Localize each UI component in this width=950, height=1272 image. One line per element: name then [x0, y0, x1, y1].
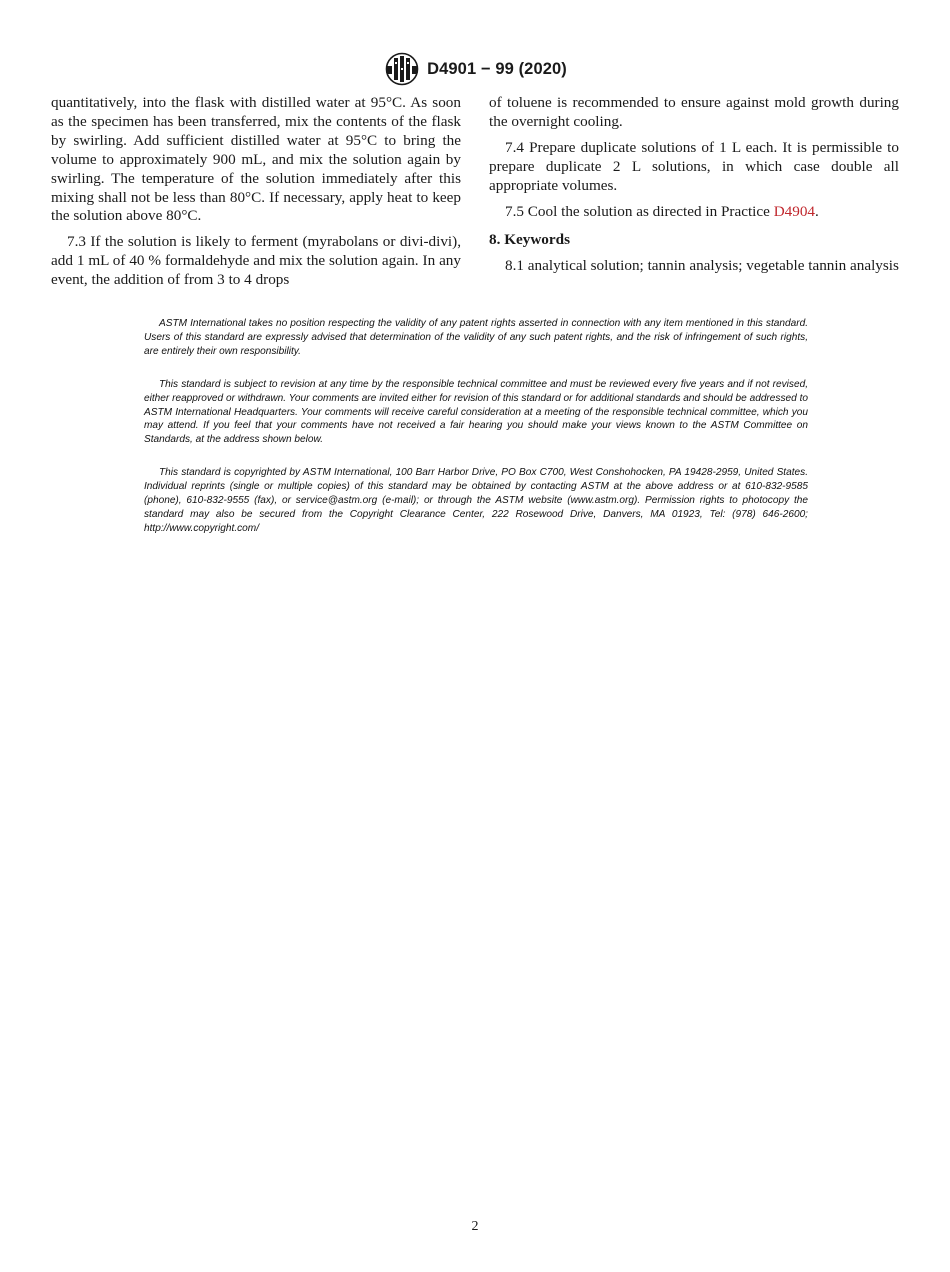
d4904-link[interactable]: D4904: [773, 202, 816, 220]
paragraph-7-3: 7.3 If the solution is likely to ferment (myrabolans or divi-divi), add 1 mL of 40 % formaldehyde and mix the solution again. In any event, the addition of from 3 to 4 drops: [51, 233, 461, 289]
astm-notices: [144, 317, 808, 555]
section-heading-keywords: 8. Keywords: [489, 231, 570, 249]
paragraph-7-5: [489, 203, 899, 222]
revision-notice: This standard is subject to revision at any time by the responsible technical committee and must be reviewed every five years and if not revised, either reapproved or withdrawn. Your comments are invited either for revision of this standard or for additional standards and should be addressed to ASTM International Headquarters. Your comments will receive careful consideration at a meeting of the responsible technical committee, which you may attend. If you feel that your comments have not received a fair hearing you should make your views known to the ASTM Committee on Standards, at the address shown below.: [144, 378, 808, 446]
document-header: [0, 52, 950, 86]
paragraph-7-2-continued: quantitatively, into the flask with distilled water at 95°C. As soon as the specimen has been transferred, mix the contents of the flask by swirling. Add sufficient distilled water at 95°C to bring the volume to approximately 900 mL, and mix the solution again by swirling. The temperature of the solution immediately after this mixing shall not be less than 80°C. If necessary, apply heat to keep the solution above 80°C.: [51, 94, 461, 225]
patent-notice: ASTM International takes no position respecting the validity of any patent rights asserted in connection with any item mentioned in this standard. Users of this standard are expressly advised that determination of the validity of any such patent rights, and the risk of infringement of such rights, are entirely their own responsibility.: [144, 318, 808, 357]
paragraph-7-3-continued: of toluene is recommended to ensure against mold growth during the overnight cooling.: [489, 94, 899, 130]
copyright-notice: This standard is copyrighted by ASTM International, 100 Barr Harbor Drive, PO Box C700, West Conshohocken, PA 19428-2959, United States. Individual reprints (single or multiple copies) of this standard may be obtained by contacting ASTM at the above address or at 610-832-9585 (phone), 610-832-9555 (fax), or service@astm.org (e-mail); or through the ASTM website (www.astm.org). Permission rights to photocopy the standard may also be secured from the Copyright Clearance Center, 222 Rosewood Drive, Danvers, MA 01923, Tel: (978) 646-2600; http://www.copyright.com/: [144, 467, 808, 534]
standard-designation: D4901 − 99 (2020): [427, 59, 567, 78]
page-number: 2: [471, 1219, 479, 1234]
astm-logo-icon: [383, 52, 421, 86]
left-column: [51, 94, 461, 297]
paragraph-7-5-end: .: [815, 202, 819, 220]
paragraph-7-4: 7.4 Prepare duplicate solutions of 1 L each. It is permissible to prepare duplicate 2 L solutions, in which case double all appropriate volumes.: [489, 138, 899, 194]
paragraph-8-1: 8.1 analytical solution; tannin analysis; vegetable tannin analysis: [505, 257, 899, 275]
right-column: [489, 94, 899, 283]
paragraph-7-5-text: 7.5 Cool the solution as directed in Practice: [505, 202, 774, 220]
